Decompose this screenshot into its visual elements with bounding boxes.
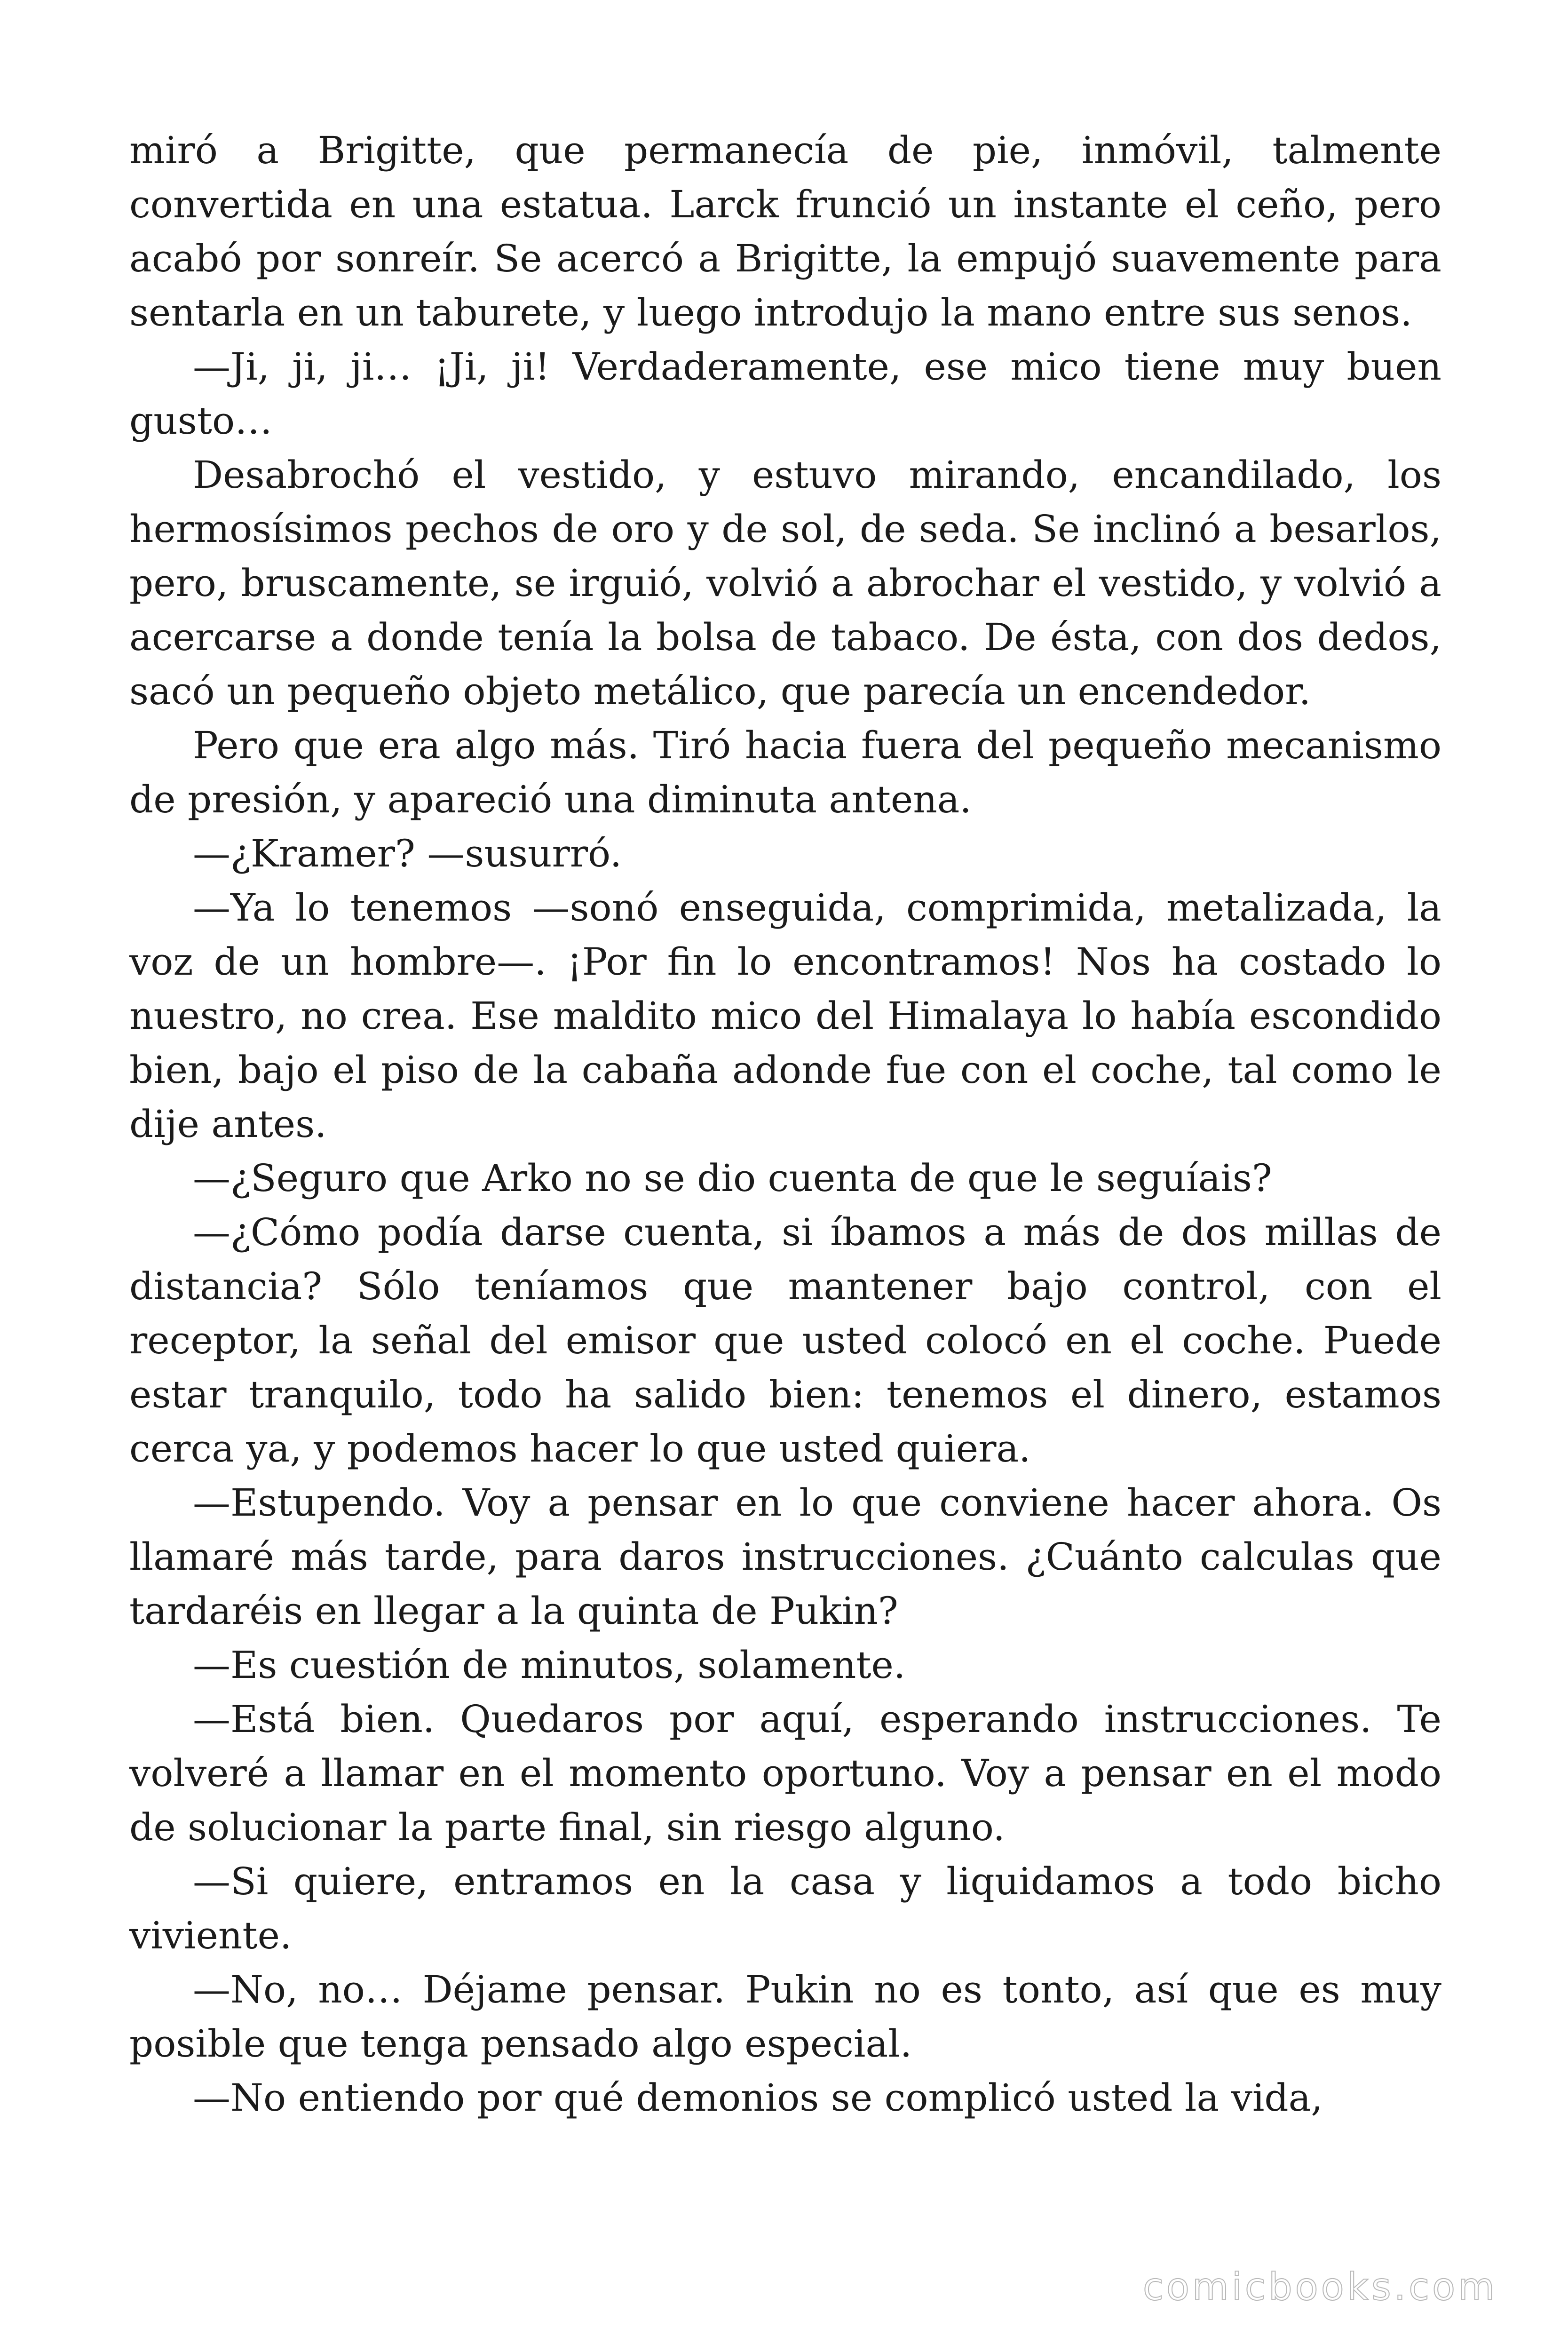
paragraph: —Es cuestión de minutos, solamente. <box>193 1643 906 1687</box>
paragraph: —¿Cómo podía darse cuenta, si íbamos a más de dos millas de distancia? Sólo teníamos que mantener bajo control, con el receptor, la señal del emisor que usted colocó en el coche. Puede estar tranquilo, todo ha salido bien: tenemos el dinero, estamos cerca ya, y podemos hacer lo que usted quiera. <box>129 1210 1441 1470</box>
paragraph: —Ji, ji, ji… ¡Ji, ji! Verdaderamente, ese mico tiene muy buen gusto… <box>129 345 1441 443</box>
paragraph: Pero que era algo más. Tiró hacia fuera del pequeño mecanismo de presión, y apareció una diminuta antena. <box>129 723 1441 821</box>
body-text <box>129 123 1441 2125</box>
paragraph: —Si quiere, entramos en la casa y liquidamos a todo bicho viviente. <box>129 1859 1441 1957</box>
paragraph: Desabrochó el vestido, y estuvo mirando, encandilado, los hermosísimos pechos de oro y de sol, de seda. Se inclinó a besarlos, pero, bruscamente, se irguió, volvió a abrochar el vestido, y volvió a acercarse a donde tenía la bolsa de tabaco. De ésta, con dos dedos, sacó un pequeño objeto metálico, que parecía un encendedor. <box>129 453 1441 713</box>
paragraph: —Estupendo. Voy a pensar en lo que conviene hacer ahora. Os llamaré más tarde, para daros instrucciones. ¿Cuánto calculas que tardaréis en llegar a la quinta de Pukin? <box>129 1481 1441 1633</box>
paragraph-last: —No entiendo por qué demonios se complicó usted la vida, <box>193 2076 1323 2120</box>
paragraph: —¿Seguro que Arko no se dio cuenta de que le seguíais? <box>193 1156 1272 1200</box>
paragraph: miró a Brigitte, que permanecía de pie, inmóvil, talmente convertida en una estatua. Larck frunció un instante el ceño, pero acabó por sonreír. Se acercó a Brigitte, la empujó suavemente para sentarla en un taburete, y luego introdujo la mano entre sus senos. <box>129 128 1441 334</box>
paragraph: —¿Kramer? —susurró. <box>193 832 622 875</box>
paragraph: —Está bien. Quedaros por aquí, esperando instrucciones. Te volveré a llamar en el momento oportuno. Voy a pensar en el modo de solucionar la parte final, sin riesgo alguno. <box>129 1697 1441 1849</box>
watermark: comicbooks.com <box>1142 2265 1497 2309</box>
paragraph: —No, no… Déjame pensar. Pukin no es tonto, así que es muy posible que tenga pensado algo especial. <box>129 1968 1441 2066</box>
paragraph: —Ya lo tenemos —sonó enseguida, comprimida, metalizada, la voz de un hombre—. ¡Por fin lo encontramos! Nos ha costado lo nuestro, no crea. Ese maldito mico del Himalaya lo había escondido bien, bajo el piso de la cabaña adonde fue con el coche, tal como le dije antes. <box>129 886 1441 1146</box>
